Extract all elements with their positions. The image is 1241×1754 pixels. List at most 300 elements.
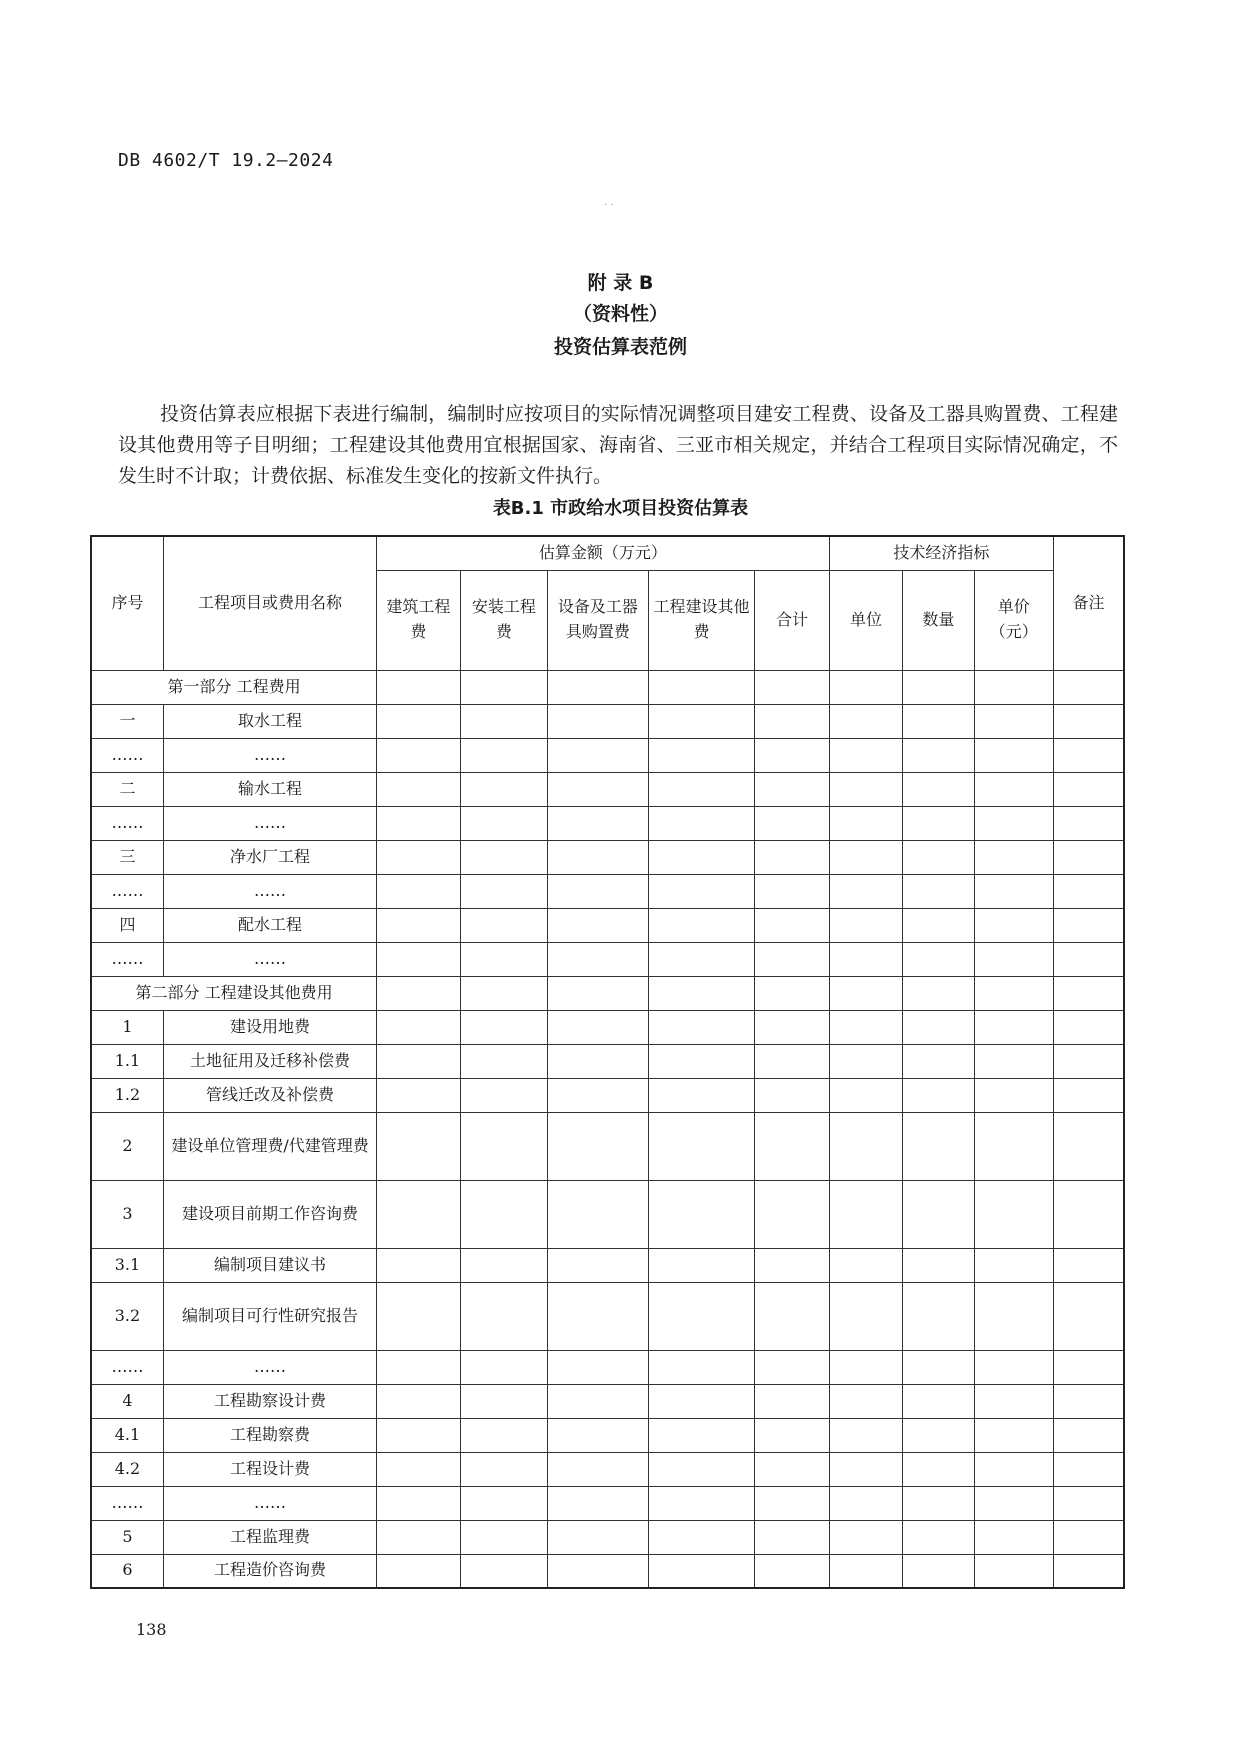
empty-cell [460,1282,548,1350]
row-name: 取水工程 [163,704,376,738]
empty-cell [548,1248,649,1282]
empty-cell [829,840,902,874]
table-row [91,1452,1124,1486]
empty-cell [903,1282,974,1350]
empty-cell [377,1418,460,1452]
row-no: …… [91,874,163,908]
empty-cell [377,1350,460,1384]
empty-cell [377,1282,460,1350]
empty-cell [648,1418,755,1452]
empty-cell [755,908,829,942]
empty-cell [460,806,548,840]
empty-cell [755,1112,829,1180]
empty-cell [377,1554,460,1588]
empty-cell [377,908,460,942]
empty-cell [974,1384,1053,1418]
row-no: 1.2 [91,1078,163,1112]
header-no: 序号 [91,536,163,670]
empty-cell [903,670,974,704]
document-code: DB 4602/T 19.2—2024 [118,150,334,171]
empty-cell [1054,670,1124,704]
empty-cell [1054,840,1124,874]
table-row [91,1350,1124,1384]
empty-cell [903,1180,974,1248]
empty-cell [548,874,649,908]
empty-cell [974,1044,1053,1078]
empty-cell [974,806,1053,840]
empty-cell [548,1010,649,1044]
empty-cell [974,942,1053,976]
empty-cell [903,738,974,772]
empty-cell [460,908,548,942]
table-row [91,1248,1124,1282]
empty-cell [460,976,548,1010]
empty-cell [829,772,902,806]
empty-cell [903,1350,974,1384]
header-estimate-group: 估算金额（万元） [377,536,830,570]
empty-cell [460,1384,548,1418]
header-total: 合计 [755,570,829,670]
empty-cell [377,670,460,704]
empty-cell [648,908,755,942]
empty-cell [648,1078,755,1112]
empty-cell [377,1044,460,1078]
table-row [91,874,1124,908]
empty-cell [548,738,649,772]
empty-cell [648,840,755,874]
empty-cell [903,1486,974,1520]
empty-cell [1054,1452,1124,1486]
row-no: …… [91,1350,163,1384]
table-row [91,1180,1124,1248]
header-remark: 备注 [1054,536,1124,670]
empty-cell [377,1010,460,1044]
empty-cell [548,1350,649,1384]
empty-cell [829,1384,902,1418]
row-no: 四 [91,908,163,942]
row-no: 1 [91,1010,163,1044]
empty-cell [903,772,974,806]
empty-cell [1054,1010,1124,1044]
empty-cell [755,840,829,874]
empty-cell [648,1010,755,1044]
row-name: 管线迁改及补偿费 [163,1078,376,1112]
empty-cell [548,1486,649,1520]
empty-cell [974,738,1053,772]
empty-cell [974,1350,1053,1384]
empty-cell [829,874,902,908]
empty-cell [974,1112,1053,1180]
empty-cell [648,772,755,806]
empty-cell [460,942,548,976]
empty-cell [648,874,755,908]
row-name: …… [163,942,376,976]
empty-cell [755,704,829,738]
empty-cell [548,1282,649,1350]
empty-cell [829,1010,902,1044]
empty-cell [755,1520,829,1554]
empty-cell [755,942,829,976]
empty-cell [755,874,829,908]
empty-cell [903,874,974,908]
empty-cell [1054,874,1124,908]
empty-cell [903,1554,974,1588]
empty-cell [460,1044,548,1078]
empty-cell [1054,1554,1124,1588]
empty-cell [1054,704,1124,738]
empty-cell [648,1486,755,1520]
empty-cell [377,806,460,840]
empty-cell [974,976,1053,1010]
empty-cell [1054,1350,1124,1384]
empty-cell [755,806,829,840]
empty-cell [974,704,1053,738]
empty-cell [755,670,829,704]
empty-cell [903,1520,974,1554]
empty-cell [974,1520,1053,1554]
empty-cell [460,1010,548,1044]
empty-cell [903,976,974,1010]
header-equipment-cost: 设备及工器具购置费 [548,570,649,670]
empty-cell [903,1384,974,1418]
empty-cell [1054,1520,1124,1554]
empty-cell [829,1112,902,1180]
table-row [91,840,1124,874]
row-name: 工程勘察费 [163,1418,376,1452]
empty-cell [829,1282,902,1350]
empty-cell [377,840,460,874]
empty-cell [829,1452,902,1486]
empty-cell [548,1112,649,1180]
intro-paragraph: 投资估算表应根据下表进行编制，编制时应按项目的实际情况调整项目建安工程费、设备及工器具购置费、工程建设其他费用等子目明细；工程建设其他费用宜根据国家、海南省、三亚市相关规定，并结合工程项目实际情况确定，不发生时不计取；计费依据、标准发生变化的按新文件执行。 [118,403,1118,487]
section-label: 第一部分 工程费用 [91,670,377,704]
empty-cell [648,704,755,738]
empty-cell [460,1418,548,1452]
row-name: 编制项目可行性研究报告 [163,1282,376,1350]
empty-cell [548,908,649,942]
empty-cell [460,840,548,874]
empty-cell [648,1044,755,1078]
empty-cell [974,908,1053,942]
section-row [91,670,1124,704]
empty-cell [460,704,548,738]
row-no: …… [91,942,163,976]
empty-cell [903,1418,974,1452]
empty-cell [1054,1486,1124,1520]
empty-cell [974,1078,1053,1112]
row-no: …… [91,806,163,840]
empty-cell [548,1554,649,1588]
row-no: 3.2 [91,1282,163,1350]
empty-cell [1054,1180,1124,1248]
row-no: 二 [91,772,163,806]
empty-cell [460,1452,548,1486]
empty-cell [548,942,649,976]
empty-cell [903,942,974,976]
empty-cell [903,840,974,874]
empty-cell [903,908,974,942]
empty-cell [1054,806,1124,840]
empty-cell [974,1418,1053,1452]
empty-cell [1054,942,1124,976]
empty-cell [755,1078,829,1112]
empty-cell [974,1248,1053,1282]
header-building-cost: 建筑工程费 [377,570,460,670]
empty-cell [829,1248,902,1282]
table-row [91,1384,1124,1418]
row-no: …… [91,738,163,772]
empty-cell [903,1112,974,1180]
empty-cell [1054,1078,1124,1112]
table-row [91,772,1124,806]
empty-cell [548,1078,649,1112]
empty-cell [460,1520,548,1554]
empty-cell [548,1452,649,1486]
empty-cell [648,1520,755,1554]
row-name: 编制项目建议书 [163,1248,376,1282]
empty-cell [755,1554,829,1588]
empty-cell [1054,908,1124,942]
header-quantity: 数量 [903,570,974,670]
appendix-title: 附 录 B [587,272,654,294]
row-no: 3.1 [91,1248,163,1282]
empty-cell [903,1452,974,1486]
empty-cell [648,1384,755,1418]
row-no: 1.1 [91,1044,163,1078]
empty-cell [460,1350,548,1384]
empty-cell [1054,976,1124,1010]
empty-cell [755,1384,829,1418]
row-no: 2 [91,1112,163,1180]
empty-cell [829,1350,902,1384]
row-no: 三 [91,840,163,874]
empty-cell [377,976,460,1010]
empty-cell [829,1044,902,1078]
empty-cell [755,1418,829,1452]
empty-cell [460,1112,548,1180]
empty-cell [974,874,1053,908]
empty-cell [974,840,1053,874]
empty-cell [377,1248,460,1282]
empty-cell [377,1112,460,1180]
empty-cell [1054,1282,1124,1350]
empty-cell [548,806,649,840]
empty-cell [1054,1248,1124,1282]
empty-cell [829,1486,902,1520]
row-name: 工程勘察设计费 [163,1384,376,1418]
empty-cell [974,670,1053,704]
empty-cell [648,1112,755,1180]
empty-cell [755,1044,829,1078]
empty-cell [829,942,902,976]
empty-cell [548,1384,649,1418]
empty-cell [1054,1044,1124,1078]
empty-cell [755,738,829,772]
empty-cell [377,704,460,738]
empty-cell [460,772,548,806]
table-body [91,670,1124,1588]
empty-cell [1054,1418,1124,1452]
empty-cell [829,1554,902,1588]
empty-cell [648,1180,755,1248]
empty-cell [829,976,902,1010]
empty-cell [755,772,829,806]
empty-cell [548,1044,649,1078]
appendix-type: （资料性） [572,303,668,325]
row-name: 建设项目前期工作咨询费 [163,1180,376,1248]
empty-cell [974,1486,1053,1520]
empty-cell [829,1520,902,1554]
table-row [91,1418,1124,1452]
section-row [91,976,1124,1010]
empty-cell [974,1180,1053,1248]
table-row [91,1554,1124,1588]
empty-cell [648,670,755,704]
empty-cell [548,704,649,738]
empty-cell [648,738,755,772]
empty-cell [755,1452,829,1486]
empty-cell [648,976,755,1010]
table-row [91,942,1124,976]
row-name: 建设单位管理费/代建管理费 [163,1112,376,1180]
empty-cell [648,1554,755,1588]
section-label: 第二部分 工程建设其他费用 [91,976,377,1010]
table-row [91,738,1124,772]
table-row [91,1486,1124,1520]
row-name: 配水工程 [163,908,376,942]
scan-mark: · · [604,200,614,211]
row-name: …… [163,1350,376,1384]
empty-cell [548,772,649,806]
table-row [91,908,1124,942]
empty-cell [755,1010,829,1044]
empty-cell [648,1282,755,1350]
empty-cell [903,1010,974,1044]
table-caption: 表B.1 市政给水项目投资估算表 [492,498,749,519]
row-no: 4.2 [91,1452,163,1486]
header-other-cost: 工程建设其他费 [648,570,755,670]
empty-cell [377,1520,460,1554]
header-unit: 单位 [829,570,902,670]
empty-cell [377,772,460,806]
empty-cell [460,670,548,704]
empty-cell [377,1486,460,1520]
empty-cell [829,738,902,772]
table-row [91,1078,1124,1112]
empty-cell [377,1384,460,1418]
empty-cell [755,976,829,1010]
row-name: 土地征用及迁移补偿费 [163,1044,376,1078]
empty-cell [648,1248,755,1282]
empty-cell [548,976,649,1010]
empty-cell [548,1520,649,1554]
investment-estimate-table [90,535,1125,1589]
empty-cell [829,806,902,840]
empty-cell [903,1078,974,1112]
table-row [91,704,1124,738]
appendix-subtitle: 投资估算表范例 [553,336,687,358]
empty-cell [829,908,902,942]
empty-cell [974,1452,1053,1486]
empty-cell [755,1282,829,1350]
row-name: …… [163,1486,376,1520]
row-no: …… [91,1486,163,1520]
empty-cell [755,1180,829,1248]
empty-cell [377,1180,460,1248]
header-name: 工程项目或费用名称 [163,536,376,670]
table-row [91,1044,1124,1078]
empty-cell [755,1486,829,1520]
row-name: 输水工程 [163,772,376,806]
empty-cell [755,1350,829,1384]
empty-cell [377,1078,460,1112]
empty-cell [829,1180,902,1248]
empty-cell [903,806,974,840]
empty-cell [1054,772,1124,806]
empty-cell [460,1180,548,1248]
empty-cell [1054,738,1124,772]
empty-cell [974,1554,1053,1588]
table-row [91,1282,1124,1350]
empty-cell [755,1248,829,1282]
empty-cell [1054,1112,1124,1180]
table-row [91,1010,1124,1044]
row-no: 3 [91,1180,163,1248]
empty-cell [548,840,649,874]
row-name: 工程设计费 [163,1452,376,1486]
empty-cell [548,1180,649,1248]
row-no: 4 [91,1384,163,1418]
row-no: 6 [91,1554,163,1588]
empty-cell [648,1452,755,1486]
empty-cell [648,806,755,840]
empty-cell [903,1248,974,1282]
empty-cell [377,1452,460,1486]
row-name: …… [163,738,376,772]
empty-cell [829,670,902,704]
empty-cell [377,874,460,908]
empty-cell [829,1078,902,1112]
empty-cell [1054,1384,1124,1418]
empty-cell [974,1010,1053,1044]
row-name: 工程造价咨询费 [163,1554,376,1588]
empty-cell [648,1350,755,1384]
empty-cell [974,772,1053,806]
empty-cell [548,1418,649,1452]
empty-cell [829,704,902,738]
table-row [91,806,1124,840]
empty-cell [460,874,548,908]
row-name: 工程监理费 [163,1520,376,1554]
empty-cell [460,738,548,772]
empty-cell [460,1554,548,1588]
empty-cell [377,942,460,976]
empty-cell [974,1282,1053,1350]
empty-cell [903,704,974,738]
table-row [91,1520,1124,1554]
header-install-cost: 安装工程费 [460,570,548,670]
row-no: 一 [91,704,163,738]
header-unit-price: 单价（元） [974,570,1053,670]
row-no: 5 [91,1520,163,1554]
empty-cell [829,1418,902,1452]
row-no: 4.1 [91,1418,163,1452]
empty-cell [903,1044,974,1078]
page-number: 138 [136,1620,167,1639]
header-tech-group: 技术经济指标 [829,536,1053,570]
row-name: 净水厂工程 [163,840,376,874]
row-name: …… [163,874,376,908]
